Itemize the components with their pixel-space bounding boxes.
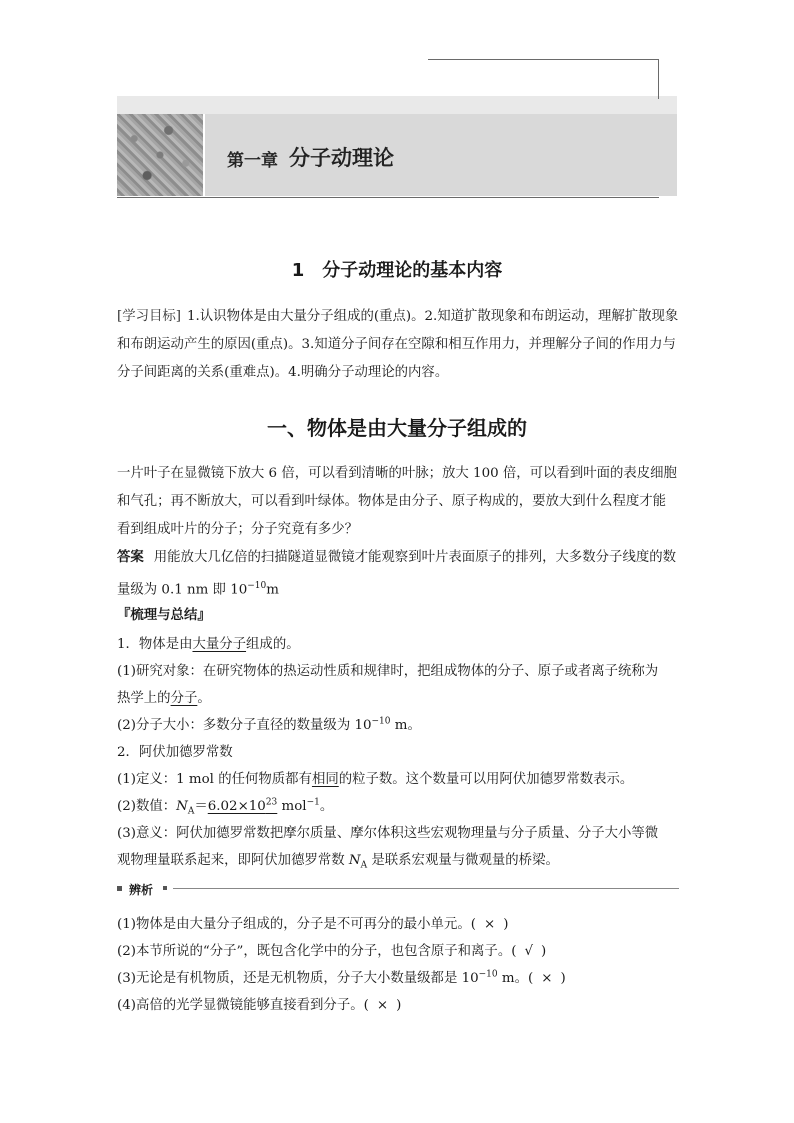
banner-rule [428, 59, 658, 60]
item-1-1-line2 [117, 687, 211, 706]
answer-label: 答案 [117, 550, 144, 565]
analysis-item-text: (4)高倍的光学显微镜能够直接看到分子。( [117, 998, 369, 1013]
leaf-photo [117, 114, 205, 196]
item-2-3-post: 是联系宏观量与微观量的桥梁。 [367, 853, 559, 868]
answer-exponent: −10 [247, 581, 267, 591]
analysis-label: 辨析 [129, 883, 154, 897]
lesson-number: 1 [291, 260, 305, 281]
item-1 [117, 633, 300, 652]
avogadro-value [208, 799, 278, 814]
item-2-1 [117, 768, 633, 787]
avogadro-exp: 23 [265, 797, 278, 808]
item-1-blank: 大量分子 [192, 637, 247, 652]
analysis-item-text: (1)物体是由大量分子组成的，分子是不可再分的最小单元。( [117, 917, 476, 932]
lesson-title-text: 分子动理论的基本内容 [322, 260, 503, 281]
item-2-2-pre: (2)数值： [117, 799, 177, 814]
analysis-item-3 [117, 967, 566, 986]
answer-text: 用能放大几亿倍的扫描隧道显微镜才能观察到叶片表面原子的排列，大多数分子线度的数量级为 0.1 nm 即 10 [117, 550, 677, 598]
intro-question: 一片叶子在显微镜下放大 6 倍，可以看到清晰的叶脉；放大 100 倍，可以看到叶面的表皮细胞和气孔；再不断放大，可以看到叶绿体。物体是由分子、原子构成的，要放大到什么程度才能看到组成叶片的分子；分子究竟有多少？ [117, 466, 677, 537]
answer-block [117, 544, 679, 604]
avogadro-subscript-2: A [360, 860, 368, 871]
item-2: 2．阿伏加德罗常数 [117, 745, 233, 760]
avogadro-unit: mol [277, 799, 307, 814]
banner-top-strip [117, 96, 677, 114]
section-title: 一、物体是由大量分子组成的 [267, 416, 527, 440]
item-1-1-line1: (1)研究对象：在研究物体的热运动性质和规律时，把组成物体的分子、原子或者离子统称为 [117, 664, 659, 679]
avogadro-symbol-2: N [348, 853, 361, 868]
close-paren: ) [540, 944, 547, 959]
item-2-2-post: 。 [319, 799, 334, 814]
item-1-1-blank: 分子 [170, 691, 198, 706]
item-2-3-line2 [117, 849, 559, 871]
item-2-1-post: 的粒子数。这个数量可以用阿伏加德罗常数表示。 [338, 772, 634, 787]
avogadro-symbol: N [176, 799, 188, 814]
chapter-title: 分子动理论 [289, 146, 394, 170]
item-2-3-pre: 观物理量联系起来，即阿伏加德罗常数 [117, 853, 349, 868]
square-bullet-icon [117, 886, 122, 891]
summary-heading: 『梳理与总结』 [117, 608, 211, 623]
cross-mark-icon: × [541, 971, 553, 986]
equals-sign: ＝ [194, 799, 208, 814]
item-1-2-post: m。 [390, 718, 421, 733]
avogadro-mantissa: 6.02×10 [207, 799, 266, 814]
banner-rule-vertical [658, 59, 659, 99]
analysis-item-unit: m。( [497, 971, 534, 986]
item-2-1-blank: 相同 [311, 772, 339, 787]
cross-mark-icon: × [376, 998, 389, 1013]
banner-underline [117, 197, 659, 198]
analysis-item-4 [117, 994, 401, 1013]
avogadro-subscript: A [187, 806, 195, 817]
analysis-header [117, 881, 679, 897]
answer-unit: m [266, 582, 279, 598]
item-2-3-line1: (3)意义：阿伏加德罗常数把摩尔质量、摩尔体积这些宏观物理量与分子质量、分子大小等微 [117, 826, 659, 841]
item-1-1-pre: 热学上的 [117, 691, 171, 706]
analysis-item-1 [117, 913, 508, 932]
small-square-icon [163, 886, 167, 890]
item-1-post: 组成的。 [246, 637, 300, 652]
analysis-item-text: (3)无论是有机物质，还是无机物质，分子大小数量级都是 10 [117, 971, 479, 986]
learning-goals [117, 303, 679, 387]
lesson-title [0, 256, 794, 282]
goals-tag: [学习目标] [117, 309, 182, 324]
analysis-item-exp: −10 [478, 969, 498, 980]
goals-text: 1.认识物体是由大量分子组成的(重点)。2.知道扩散现象和布朗运动，理解扩散现象和布朗运动产生的原因(重点)。3.知道分子间存在空隙和相互作用力，并理解分子间的作用力与分子间距离的关系(重难点)。4.明确分子动理论的内容。 [117, 309, 679, 380]
analysis-rule [173, 888, 679, 889]
check-mark-icon: √ [524, 944, 533, 959]
item-2-2 [117, 795, 333, 817]
avogadro-unit-exp: −1 [306, 797, 320, 808]
close-paren: ) [396, 998, 402, 1013]
chapter-banner [117, 96, 677, 200]
close-paren: ) [503, 917, 509, 932]
analysis-item-2 [117, 940, 546, 959]
item-2-1-pre: (1)定义：1 mol 的任何物质都有 [117, 772, 312, 787]
item-1-2 [117, 714, 421, 733]
item-1-2-exp: −10 [371, 716, 391, 727]
item-1-pre: 1．物体是由 [117, 637, 193, 652]
close-paren: ) [560, 971, 566, 986]
analysis-item-text: (2)本节所说的“分子”，既包含化学中的分子，也包含原子和离子。( [117, 944, 517, 959]
chapter-label: 第一章 [227, 151, 278, 171]
cross-mark-icon: × [483, 917, 496, 932]
item-1-2-pre: (2)分子大小：多数分子直径的数量级为 10 [117, 718, 372, 733]
item-1-1-post: 。 [197, 691, 211, 706]
